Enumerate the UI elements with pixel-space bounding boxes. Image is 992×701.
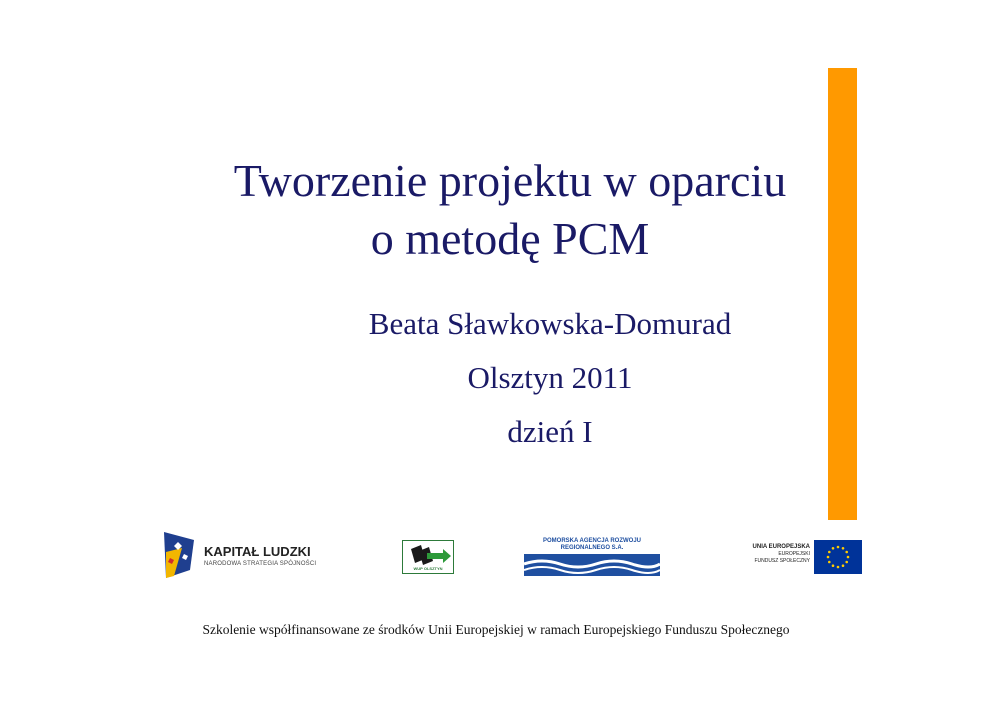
slide-title-line-1: Tworzenie projektu w oparciu [233, 155, 787, 206]
author-name: Beata Sławkowska-Domurad [368, 306, 732, 341]
eu-line-1: UNIA EUROPEJSKA [752, 544, 810, 550]
slide-title-line-2: o metodę PCM [370, 213, 650, 264]
parr-logo [524, 538, 660, 578]
eu-line-3: FUNDUSZ SPOŁECZNY [754, 558, 810, 564]
kapital-ludzki-icon [160, 530, 200, 580]
eu-flag-icon [814, 540, 862, 574]
eu-stars-icon [814, 540, 862, 574]
kapital-ludzki-name: KAPITAŁ LUDZKI [204, 544, 311, 559]
eu-logo [740, 540, 862, 576]
funding-footer: Szkolenie współfinansowane ze środków Unii Europejskiej w ramach Europejskiego Funduszu Społecznego [202, 622, 790, 637]
slide-title [130, 152, 890, 268]
kapital-ludzki-subtitle: NARODOWA STRATEGIA SPÓJNOŚCI [204, 561, 317, 567]
parr-waves-icon [524, 554, 660, 576]
place-year: Olsztyn 2011 [467, 360, 633, 395]
day-label: dzień I [507, 414, 593, 449]
kapital-ludzki-logo [160, 530, 330, 580]
orange-accent-bar [828, 68, 857, 520]
eu-text [753, 544, 810, 565]
wup-label: WUP OLSZTYN [413, 566, 443, 571]
eu-line-2: EUROPEJSKI [778, 551, 810, 557]
wup-olsztyn-logo [402, 540, 454, 574]
parr-name: POMORSKA AGENCJA ROZWOJU REGIONALNEGO S.A. [542, 538, 641, 551]
